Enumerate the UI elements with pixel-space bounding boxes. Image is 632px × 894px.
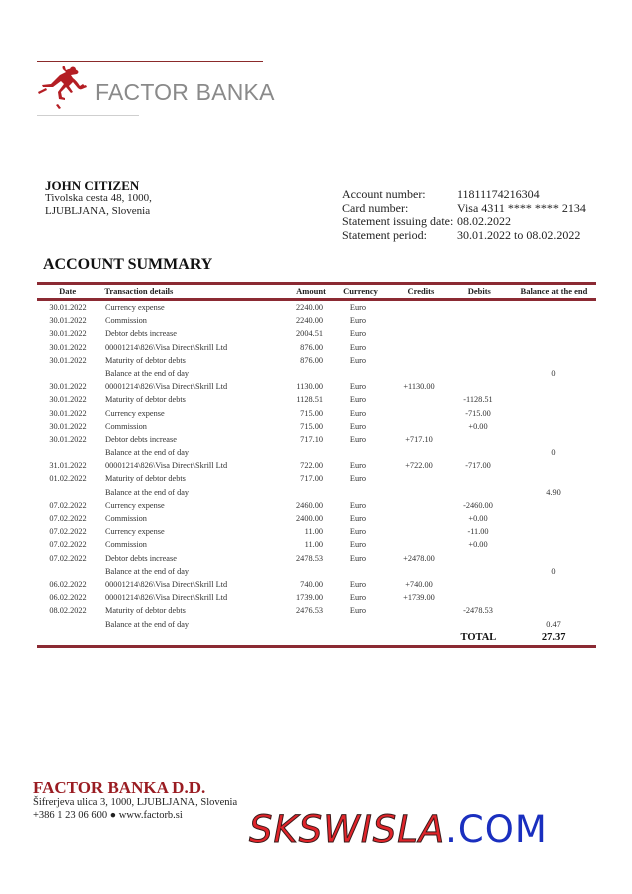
cell-date: 07.02.2022 <box>49 527 87 537</box>
column-header-date: Date <box>59 286 77 296</box>
cell-balance <box>511 354 596 367</box>
cell-currency: Euro <box>349 606 367 616</box>
table-row <box>37 380 596 393</box>
cell-currency: Euro <box>349 540 367 550</box>
column-header-credits: Credits <box>407 286 435 296</box>
cell-amount: 1739.00 <box>296 593 323 603</box>
total-label: TOTAL <box>460 631 497 643</box>
cell-date: 30.01.2022 <box>49 395 87 405</box>
cell-currency <box>323 486 393 499</box>
statement-period-value: 30.01.2022 to 08.02.2022 <box>457 227 581 242</box>
footer-contact: +386 1 23 06 600 ● www.factorb.si <box>33 810 183 821</box>
watermark <box>249 808 548 851</box>
cell-date: 30.01.2022 <box>49 329 87 339</box>
cell-balance <box>511 472 596 485</box>
cell-currency <box>323 367 393 380</box>
cell-currency: Euro <box>349 527 367 537</box>
cell-details: Commission <box>105 514 147 523</box>
account-number-value: 11811174216304 <box>457 187 540 201</box>
cell-balance <box>511 380 596 393</box>
cell-debits <box>445 591 511 604</box>
cell-details: Maturity of debtor debts <box>105 474 186 484</box>
cell-details: 00001214\826\Visa Direct\Skrill Ltd <box>105 342 228 352</box>
cell-balance <box>511 433 596 446</box>
cell-details: Commission <box>105 421 147 431</box>
info-label: Statement issuing date: <box>342 214 454 228</box>
table-row <box>37 499 596 512</box>
info-label: Account number: <box>342 187 426 201</box>
cell-details: Currency expense <box>105 527 165 537</box>
cell-balance: 0 <box>551 448 556 458</box>
cell-details: Maturity of debtor debts <box>105 606 186 616</box>
cell-date: 01.02.2022 <box>49 474 87 484</box>
cell-balance <box>511 499 596 512</box>
cell-amount: 1130.00 <box>296 382 323 392</box>
cell-amount <box>257 486 323 499</box>
cell-balance <box>511 578 596 591</box>
cell-credits <box>393 354 445 367</box>
cell-debits <box>445 618 511 631</box>
table-row <box>37 512 596 525</box>
cell-debits <box>445 341 511 354</box>
table-row <box>37 327 596 340</box>
cell-balance: 0.47 <box>546 619 561 629</box>
cell-amount <box>257 367 323 380</box>
cell-currency <box>323 618 393 631</box>
cell-balance <box>511 393 596 406</box>
cell-debits: -11.00 <box>467 527 489 537</box>
running-figure-logo-icon <box>36 66 94 110</box>
cell-balance <box>511 314 596 327</box>
cell-currency: Euro <box>349 395 367 405</box>
table-row <box>37 552 596 565</box>
cell-debits: +0.00 <box>468 514 488 523</box>
cell-date: 30.01.2022 <box>49 303 87 312</box>
cell-currency: Euro <box>349 461 367 471</box>
cell-currency: Euro <box>349 355 367 365</box>
cell-balance: 4.90 <box>546 487 561 497</box>
cell-date <box>37 446 99 459</box>
column-header-balance: Balance at the end <box>520 286 588 296</box>
watermark-dot: . <box>445 808 458 851</box>
cell-credits <box>393 525 445 538</box>
watermark-part1: SKSWISLA <box>249 808 446 851</box>
cell-date: 30.01.2022 <box>49 316 87 326</box>
cell-date: 07.02.2022 <box>49 514 87 523</box>
account-summary-title: ACCOUNT SUMMARY <box>43 256 213 273</box>
cell-credits <box>393 407 445 420</box>
cell-currency: Euro <box>349 434 367 444</box>
table-row <box>37 604 596 617</box>
cell-date: 07.02.2022 <box>49 540 87 550</box>
cell-amount: 722.00 <box>300 461 323 471</box>
table-row <box>37 459 596 472</box>
table-row <box>37 472 596 485</box>
cell-credits: +740.00 <box>405 579 433 589</box>
column-header-amount: Amount <box>296 286 326 296</box>
cell-debits <box>445 380 511 393</box>
cell-details: 00001214\826\Visa Direct\Skrill Ltd <box>105 461 228 471</box>
info-label: Statement period: <box>342 227 427 242</box>
table-row <box>37 407 596 420</box>
footer-address: Šifrerjeva ulica 3, 1000, LJUBLJANA, Slovenia <box>33 797 238 808</box>
cell-date: 07.02.2022 <box>49 553 87 563</box>
account-number-row <box>342 188 586 202</box>
cell-balance: 0 <box>551 566 556 576</box>
cell-amount: 876.00 <box>300 355 323 365</box>
cell-credits <box>393 604 445 617</box>
column-header-debits: Debits <box>467 286 491 296</box>
cell-date <box>37 618 99 631</box>
cell-credits <box>393 420 445 433</box>
balance-row <box>37 446 596 459</box>
cell-credits <box>393 327 445 340</box>
cell-details: Balance at the end of day <box>105 448 190 458</box>
cell-credits <box>393 486 445 499</box>
balance-row <box>37 486 596 499</box>
cell-debits <box>445 486 511 499</box>
cell-currency: Euro <box>349 408 367 418</box>
cell-debits <box>445 301 511 314</box>
cell-amount: 2004.51 <box>296 329 323 339</box>
cell-credits <box>393 618 445 631</box>
cell-amount: 740.00 <box>300 579 323 589</box>
cell-details: Currency expense <box>105 408 165 418</box>
cell-currency: Euro <box>349 303 367 312</box>
account-info <box>342 188 586 242</box>
cell-details: Balance at the end of day <box>105 619 190 629</box>
table-row <box>37 314 596 327</box>
cell-details: Debtor debts increase <box>105 434 177 444</box>
table-row <box>37 341 596 354</box>
cell-debits <box>445 446 511 459</box>
card-number-value: Visa 4311 **** **** 2134 <box>457 200 586 215</box>
cell-date: 30.01.2022 <box>49 382 87 392</box>
cell-details: Debtor debts increase <box>105 553 177 563</box>
cell-details: 00001214\826\Visa Direct\Skrill Ltd <box>105 579 228 589</box>
table-header <box>37 285 596 298</box>
cell-debits <box>445 314 511 327</box>
cell-currency: Euro <box>349 474 367 484</box>
cell-amount: 715.00 <box>300 408 323 418</box>
cell-credits: +717.10 <box>405 434 433 444</box>
cell-balance <box>511 591 596 604</box>
cell-credits: +2478.00 <box>403 553 435 563</box>
cell-amount: 2240.00 <box>296 316 323 326</box>
cell-credits <box>393 301 445 314</box>
logo-top-rule <box>37 61 263 62</box>
watermark-part2: COM <box>457 808 548 851</box>
cell-date: 30.01.2022 <box>49 408 87 418</box>
cell-amount: 717.10 <box>300 434 323 444</box>
table-row <box>37 578 596 591</box>
total-row <box>37 631 596 645</box>
cell-date: 30.01.2022 <box>49 421 87 431</box>
cell-details: Currency expense <box>105 500 165 510</box>
cell-amount: 11.00 <box>304 527 323 537</box>
cell-currency: Euro <box>349 421 367 431</box>
cell-date <box>37 565 99 578</box>
cell-debits <box>445 578 511 591</box>
cell-date: 30.01.2022 <box>49 355 87 365</box>
balance-row <box>37 367 596 380</box>
cell-debits: +0.00 <box>468 540 488 550</box>
table-bottom-rule <box>37 645 596 648</box>
cell-details: Maturity of debtor debts <box>105 355 186 365</box>
cell-amount <box>257 618 323 631</box>
transactions-table <box>37 282 596 648</box>
cell-debits: -2478.53 <box>463 606 493 616</box>
cell-details: 00001214\826\Visa Direct\Skrill Ltd <box>105 593 228 603</box>
cell-amount: 717.00 <box>300 474 323 484</box>
cell-balance <box>511 552 596 565</box>
cell-balance <box>511 459 596 472</box>
cell-balance <box>511 407 596 420</box>
logo-bottom-rule <box>37 115 139 116</box>
cell-credits <box>393 565 445 578</box>
cell-currency: Euro <box>349 553 367 563</box>
cell-details: Maturity of debtor debts <box>105 395 186 405</box>
cell-date <box>37 486 99 499</box>
cell-credits <box>393 472 445 485</box>
cell-details: Commission <box>105 316 147 326</box>
cell-credits: +1739.00 <box>403 593 435 603</box>
balance-row <box>37 565 596 578</box>
cell-currency: Euro <box>349 593 367 603</box>
cell-debits <box>445 367 511 380</box>
cell-balance <box>511 525 596 538</box>
table-row <box>37 420 596 433</box>
statement-issuing-date-row <box>342 215 586 229</box>
cell-credits <box>393 393 445 406</box>
footer-company-name: FACTOR BANKA D.D. <box>33 778 206 797</box>
cell-details: Balance at the end of day <box>105 566 190 576</box>
cell-credits <box>393 538 445 551</box>
cell-credits: +1130.00 <box>403 382 435 392</box>
cell-date <box>37 367 99 380</box>
customer-name: JOHN CITIZEN <box>45 178 140 193</box>
cell-debits <box>445 472 511 485</box>
info-label: Card number: <box>342 200 409 215</box>
table-row <box>37 591 596 604</box>
cell-balance <box>511 538 596 551</box>
cell-debits: -717.00 <box>465 461 491 471</box>
cell-date: 30.01.2022 <box>49 434 87 444</box>
cell-debits: -1128.51 <box>463 395 493 405</box>
cell-credits <box>393 499 445 512</box>
cell-amount: 715.00 <box>300 421 323 431</box>
table-body <box>37 301 596 631</box>
column-header-details: Transaction details <box>104 286 174 296</box>
cell-currency: Euro <box>349 500 367 510</box>
cell-credits <box>393 341 445 354</box>
cell-debits: -715.00 <box>465 408 491 418</box>
cell-debits: -2460.00 <box>463 500 493 510</box>
cell-details: Currency expense <box>105 303 165 312</box>
cell-amount: 2400.00 <box>296 514 323 523</box>
cell-amount: 1128.51 <box>296 395 323 405</box>
customer-address-line1: Tivolska cesta 48, 1000, <box>45 192 152 204</box>
cell-balance <box>511 512 596 525</box>
table-row <box>37 301 596 314</box>
cell-date: 07.02.2022 <box>49 500 87 510</box>
cell-debits <box>445 433 511 446</box>
cell-amount: 876.00 <box>300 342 323 352</box>
cell-details: Debtor debts increase <box>105 329 177 339</box>
balance-row <box>37 618 596 631</box>
cell-currency: Euro <box>349 342 367 352</box>
cell-balance: 0 <box>551 368 556 378</box>
cell-amount: 2478.53 <box>296 553 323 563</box>
cell-credits <box>393 512 445 525</box>
cell-currency <box>323 446 393 459</box>
total-value: 27.37 <box>541 631 566 643</box>
cell-details: Balance at the end of day <box>105 487 190 497</box>
cell-balance <box>511 301 596 314</box>
cell-amount: 2476.53 <box>296 606 323 616</box>
cell-debits <box>445 354 511 367</box>
cell-currency: Euro <box>349 579 367 589</box>
cell-date: 08.02.2022 <box>49 606 87 616</box>
cell-currency: Euro <box>349 514 367 523</box>
table-row <box>37 393 596 406</box>
cell-date: 06.02.2022 <box>49 579 87 589</box>
cell-amount: 2240.00 <box>296 303 323 312</box>
table-row <box>37 354 596 367</box>
cell-balance <box>511 327 596 340</box>
cell-date: 31.01.2022 <box>49 461 87 471</box>
customer-address-line2: LJUBLJANA, Slovenia <box>45 205 151 217</box>
cell-details: Commission <box>105 540 147 550</box>
cell-credits <box>393 314 445 327</box>
column-header-currency: Currency <box>343 286 378 296</box>
table-row <box>37 538 596 551</box>
cell-credits <box>393 446 445 459</box>
cell-balance <box>511 420 596 433</box>
cell-balance <box>511 341 596 354</box>
cell-amount <box>257 446 323 459</box>
cell-debits: +0.00 <box>468 421 488 431</box>
card-number-row <box>342 202 586 216</box>
cell-date: 30.01.2022 <box>49 342 87 352</box>
cell-currency: Euro <box>349 329 367 339</box>
cell-amount <box>257 565 323 578</box>
cell-balance <box>511 604 596 617</box>
cell-credits: +722.00 <box>405 461 433 471</box>
cell-debits <box>445 327 511 340</box>
cell-currency <box>323 565 393 578</box>
cell-credits <box>393 367 445 380</box>
table-row <box>37 525 596 538</box>
cell-debits <box>445 552 511 565</box>
statement-period-row <box>342 229 586 243</box>
cell-amount: 2460.00 <box>296 500 323 510</box>
table-row <box>37 433 596 446</box>
bank-logo-text: FACTOR BANKA <box>95 79 275 105</box>
cell-debits <box>445 565 511 578</box>
cell-amount: 11.00 <box>304 540 323 550</box>
statement-issuing-date-value: 08.02.2022 <box>457 214 511 228</box>
cell-currency: Euro <box>349 316 367 326</box>
cell-date: 06.02.2022 <box>49 593 87 603</box>
cell-details: 00001214\826\Visa Direct\Skrill Ltd <box>105 382 228 392</box>
cell-details: Balance at the end of day <box>105 368 190 378</box>
cell-currency: Euro <box>349 382 367 392</box>
